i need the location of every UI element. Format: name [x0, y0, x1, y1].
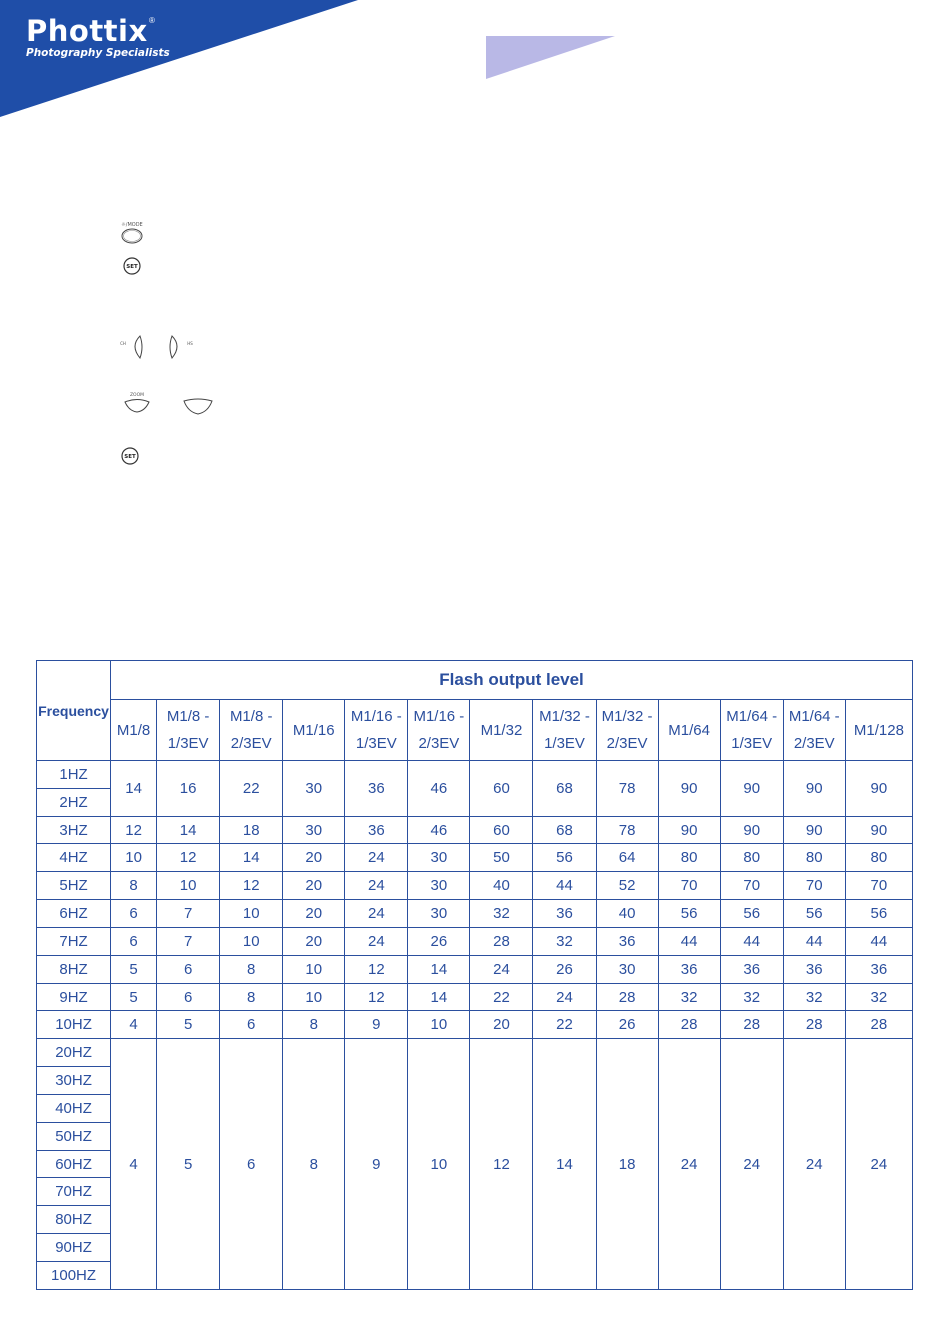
- value-cell: 68: [533, 816, 596, 844]
- column-header-line1: M1/128: [853, 721, 904, 739]
- value-cell: 20: [283, 872, 345, 900]
- value-cell: 78: [596, 816, 658, 844]
- value-cell: 30: [283, 816, 345, 844]
- value-cell: 24: [470, 955, 533, 983]
- value-cell: 20: [283, 927, 345, 955]
- value-cell: 78: [596, 761, 658, 817]
- column-header-line2: 1/3EV: [167, 735, 209, 752]
- column-header-line1: M1/32: [480, 721, 523, 739]
- value-cell: 10: [408, 1011, 470, 1039]
- value-cell: 56: [783, 900, 845, 928]
- table-row: [37, 816, 913, 844]
- value-cell: 44: [658, 927, 720, 955]
- frequency-cell: 80HZ: [37, 1206, 111, 1234]
- frequency-cell: 100HZ: [37, 1261, 111, 1289]
- value-cell: 4: [111, 1011, 157, 1039]
- column-header-line1: M1/16: [292, 721, 335, 739]
- column-header-line2: 1/3EV: [355, 735, 397, 752]
- registered-mark: ®: [149, 16, 155, 25]
- value-cell: 7: [157, 927, 220, 955]
- value-cell: 80: [845, 844, 912, 872]
- table-row: [37, 1039, 913, 1067]
- value-cell: 9: [345, 1039, 408, 1290]
- value-cell: 14: [408, 955, 470, 983]
- value-cell: 10: [157, 872, 220, 900]
- value-cell: 68: [533, 761, 596, 817]
- column-header: [658, 700, 720, 761]
- frequency-cell: 50HZ: [37, 1122, 111, 1150]
- table-row: [37, 1011, 913, 1039]
- value-cell: 12: [157, 844, 220, 872]
- value-cell: 24: [345, 927, 408, 955]
- mode-button-icon: [117, 220, 147, 246]
- flash-output-table: [36, 660, 913, 1290]
- value-cell: 56: [720, 900, 783, 928]
- frequency-cell: 40HZ: [37, 1094, 111, 1122]
- value-cell: 24: [845, 1039, 912, 1290]
- value-cell: 5: [157, 1011, 220, 1039]
- frequency-cell: 30HZ: [37, 1067, 111, 1095]
- column-header: [408, 700, 470, 761]
- value-cell: 14: [220, 844, 283, 872]
- table-row: [37, 955, 913, 983]
- value-cell: 24: [658, 1039, 720, 1290]
- column-header: [596, 700, 658, 761]
- value-cell: 44: [783, 927, 845, 955]
- value-cell: 70: [658, 872, 720, 900]
- value-cell: 8: [283, 1039, 345, 1290]
- value-cell: 32: [783, 983, 845, 1011]
- table-row: [37, 872, 913, 900]
- column-header-line1: M1/16 -: [413, 708, 465, 725]
- column-header: [845, 700, 912, 761]
- value-cell: 5: [111, 955, 157, 983]
- value-cell: 12: [220, 872, 283, 900]
- frequency-cell: 2HZ: [37, 788, 111, 816]
- value-cell: 44: [533, 872, 596, 900]
- value-cell: 14: [408, 983, 470, 1011]
- value-cell: 36: [658, 955, 720, 983]
- value-cell: 90: [658, 816, 720, 844]
- column-header-line1: M1/64 -: [788, 708, 840, 725]
- value-cell: 5: [111, 983, 157, 1011]
- set-button-label: SET: [124, 454, 136, 460]
- value-cell: 28: [720, 1011, 783, 1039]
- value-cell: 14: [111, 761, 157, 817]
- value-cell: 7: [157, 900, 220, 928]
- value-cell: 4: [111, 1039, 157, 1290]
- frequency-cell: 1HZ: [37, 761, 111, 789]
- column-header-line2: 2/3EV: [793, 735, 835, 752]
- frequency-cell: 70HZ: [37, 1178, 111, 1206]
- value-cell: 16: [157, 761, 220, 817]
- mode-button-label: ☼/MODE: [121, 222, 143, 228]
- value-cell: 8: [220, 955, 283, 983]
- left-button-label: CH: [120, 341, 126, 346]
- value-cell: 30: [408, 844, 470, 872]
- value-cell: 32: [720, 983, 783, 1011]
- value-cell: 6: [157, 955, 220, 983]
- value-cell: 36: [845, 955, 912, 983]
- value-cell: 50: [470, 844, 533, 872]
- value-cell: 36: [533, 900, 596, 928]
- logo-tagline: Photography Specialists: [26, 47, 170, 59]
- value-cell: 22: [533, 1011, 596, 1039]
- value-cell: 60: [470, 761, 533, 817]
- table-row: [37, 761, 913, 789]
- value-cell: 90: [720, 816, 783, 844]
- value-cell: 6: [220, 1011, 283, 1039]
- value-cell: 8: [111, 872, 157, 900]
- value-cell: 14: [533, 1039, 596, 1290]
- column-header: [283, 700, 345, 761]
- value-cell: 90: [845, 761, 912, 817]
- accent-shape: [486, 36, 616, 80]
- value-cell: 46: [408, 816, 470, 844]
- table-row: [37, 844, 913, 872]
- value-cell: 24: [533, 983, 596, 1011]
- value-cell: 28: [658, 1011, 720, 1039]
- value-cell: 10: [220, 900, 283, 928]
- value-cell: 30: [408, 872, 470, 900]
- zoom-down-button-icon: [181, 396, 215, 418]
- zoom-up-button-icon: [121, 390, 153, 416]
- value-cell: 44: [845, 927, 912, 955]
- value-cell: 90: [720, 761, 783, 817]
- value-cell: 70: [845, 872, 912, 900]
- logo-name: Phottix: [26, 14, 148, 48]
- value-cell: 12: [345, 983, 408, 1011]
- value-cell: 28: [783, 1011, 845, 1039]
- value-cell: 90: [658, 761, 720, 817]
- value-cell: 56: [658, 900, 720, 928]
- column-header-line1: M1/32 -: [601, 708, 653, 725]
- frequency-cell: 60HZ: [37, 1150, 111, 1178]
- value-cell: 80: [658, 844, 720, 872]
- value-cell: 30: [408, 900, 470, 928]
- value-cell: 12: [111, 816, 157, 844]
- value-cell: 36: [783, 955, 845, 983]
- value-cell: 6: [157, 983, 220, 1011]
- value-cell: 52: [596, 872, 658, 900]
- set-button-label: SET: [126, 264, 138, 270]
- value-cell: 18: [596, 1039, 658, 1290]
- column-header: [533, 700, 596, 761]
- column-header-line1: M1/8: [116, 721, 151, 739]
- value-cell: 12: [345, 955, 408, 983]
- value-cell: 90: [783, 761, 845, 817]
- value-cell: 6: [220, 1039, 283, 1290]
- value-cell: 28: [845, 1011, 912, 1039]
- frequency-cell: 7HZ: [37, 927, 111, 955]
- value-cell: 80: [783, 844, 845, 872]
- value-cell: 28: [596, 983, 658, 1011]
- value-cell: 46: [408, 761, 470, 817]
- value-cell: 10: [283, 955, 345, 983]
- value-cell: 12: [470, 1039, 533, 1290]
- frequency-cell: 6HZ: [37, 900, 111, 928]
- column-header-line1: M1/8 -: [166, 708, 210, 725]
- value-cell: 36: [596, 927, 658, 955]
- column-header-line1: M1/64: [668, 721, 710, 739]
- value-cell: 20: [283, 900, 345, 928]
- column-header: [345, 700, 408, 761]
- value-cell: 8: [283, 1011, 345, 1039]
- value-cell: 26: [408, 927, 470, 955]
- column-header: [720, 700, 783, 761]
- value-cell: 32: [470, 900, 533, 928]
- flash-output-level-header: Flash output level: [111, 661, 913, 700]
- frequency-cell: 8HZ: [37, 955, 111, 983]
- value-cell: 32: [658, 983, 720, 1011]
- value-cell: 70: [720, 872, 783, 900]
- column-header-line2: 2/3EV: [418, 735, 460, 752]
- frequency-cell: 4HZ: [37, 844, 111, 872]
- value-cell: 18: [220, 816, 283, 844]
- frequency-cell: 20HZ: [37, 1039, 111, 1067]
- value-cell: 22: [220, 761, 283, 817]
- zoom-button-label: ZOOM: [129, 393, 145, 398]
- column-header: [220, 700, 283, 761]
- column-header-line2: 2/3EV: [230, 735, 272, 752]
- value-cell: 24: [720, 1039, 783, 1290]
- column-header: [111, 700, 157, 761]
- column-header-line1: M1/64 -: [726, 708, 778, 725]
- frequency-cell: 3HZ: [37, 816, 111, 844]
- value-cell: 30: [596, 955, 658, 983]
- table-row: [37, 927, 913, 955]
- value-cell: 6: [111, 927, 157, 955]
- frequency-cell: 5HZ: [37, 872, 111, 900]
- column-header: [157, 700, 220, 761]
- column-header-line1: M1/8 -: [229, 708, 273, 725]
- left-arrow-button-icon: [118, 334, 148, 360]
- value-cell: 32: [845, 983, 912, 1011]
- frequency-header: Frequency: [37, 661, 111, 761]
- table-row: [37, 983, 913, 1011]
- value-cell: 30: [283, 761, 345, 817]
- value-cell: 28: [470, 927, 533, 955]
- table-row: [37, 900, 913, 928]
- column-header-line1: M1/16 -: [350, 708, 402, 725]
- value-cell: 90: [783, 816, 845, 844]
- set-button-icon: [122, 256, 142, 276]
- frequency-cell: 10HZ: [37, 1011, 111, 1039]
- value-cell: 80: [720, 844, 783, 872]
- value-cell: 8: [220, 983, 283, 1011]
- value-cell: 6: [111, 900, 157, 928]
- value-cell: 60: [470, 816, 533, 844]
- value-cell: 9: [345, 1011, 408, 1039]
- value-cell: 56: [533, 844, 596, 872]
- value-cell: 10: [408, 1039, 470, 1290]
- column-header-line2: 1/3EV: [544, 735, 585, 752]
- column-header: [783, 700, 845, 761]
- phottix-logo: [26, 14, 170, 59]
- value-cell: 36: [720, 955, 783, 983]
- value-cell: 40: [596, 900, 658, 928]
- value-cell: 14: [157, 816, 220, 844]
- value-cell: 10: [220, 927, 283, 955]
- value-cell: 90: [845, 816, 912, 844]
- value-cell: 24: [783, 1039, 845, 1290]
- value-cell: 70: [783, 872, 845, 900]
- column-header: [470, 700, 533, 761]
- column-header-line2: 1/3EV: [731, 735, 773, 752]
- right-arrow-button-icon: [166, 334, 196, 360]
- value-cell: 36: [345, 761, 408, 817]
- right-button-label: HS: [187, 341, 193, 346]
- column-header-line1: M1/32 -: [539, 708, 590, 725]
- value-cell: 26: [533, 955, 596, 983]
- value-cell: 10: [111, 844, 157, 872]
- value-cell: 40: [470, 872, 533, 900]
- value-cell: 20: [470, 1011, 533, 1039]
- column-header-line2: 2/3EV: [606, 735, 648, 752]
- value-cell: 44: [720, 927, 783, 955]
- value-cell: 20: [283, 844, 345, 872]
- value-cell: 36: [345, 816, 408, 844]
- value-cell: 26: [596, 1011, 658, 1039]
- frequency-cell: 9HZ: [37, 983, 111, 1011]
- value-cell: 24: [345, 844, 408, 872]
- set-button-icon: [120, 446, 140, 466]
- value-cell: 5: [157, 1039, 220, 1290]
- value-cell: 22: [470, 983, 533, 1011]
- value-cell: 64: [596, 844, 658, 872]
- value-cell: 10: [283, 983, 345, 1011]
- value-cell: 56: [845, 900, 912, 928]
- frequency-cell: 90HZ: [37, 1234, 111, 1262]
- value-cell: 24: [345, 872, 408, 900]
- value-cell: 32: [533, 927, 596, 955]
- value-cell: 24: [345, 900, 408, 928]
